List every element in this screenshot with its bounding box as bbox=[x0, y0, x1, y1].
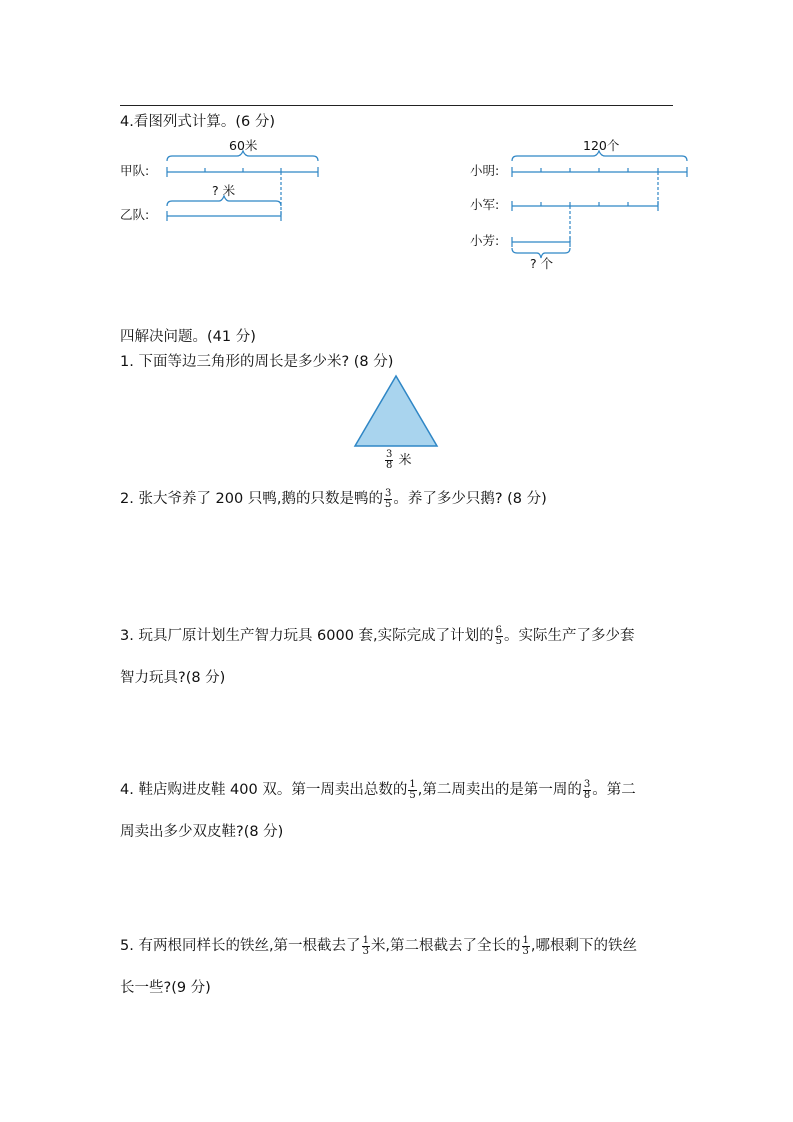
jiadui-label: 甲队: bbox=[120, 163, 150, 178]
left-total-label: 60米 bbox=[229, 138, 258, 153]
xiaofang-label: 小芳: bbox=[470, 233, 500, 248]
q5-text-line2: 长一些?(9 分) bbox=[120, 980, 211, 996]
q1-side-label: $\frac{3}{8}$ 米 bbox=[386, 449, 412, 471]
equilateral-triangle bbox=[355, 376, 437, 446]
q5-text: 5. 有两根同样长的铁丝,第一根截去了 $\frac{1}{3}$ 米,第二根截去了全长的 $\frac{1}{3}$ ,哪根剩下的铁丝 bbox=[120, 935, 638, 957]
xiaojun-label: 小军: bbox=[470, 197, 500, 212]
right-unknown-label: ? 个 bbox=[530, 256, 554, 271]
q1-text: 1. 下面等边三角形的周长是多少米? (8 分) bbox=[120, 354, 394, 370]
q3-text: 3. 玩具厂原计划生产智力玩具 6000 套,实际完成了计划的 $\frac{6}{5}$ 。实际生产了多少套 bbox=[120, 625, 635, 647]
q4-text-line2: 周卖出多少双皮鞋?(8 分) bbox=[120, 824, 284, 840]
q4-text: 4. 鞋店购进皮鞋 400 双。第一周卖出总数的 $\frac{1}{5}$ ,第二周卖出的是第一周的 $\frac{3}{8}$ 。第二 bbox=[120, 779, 636, 801]
part4-heading: 四解决问题。(41 分) bbox=[120, 329, 256, 345]
xiaoming-label: 小明: bbox=[470, 163, 500, 178]
right-total-label: 120个 bbox=[583, 138, 620, 153]
section4-title: 4.看图列式计算。(6 分) bbox=[120, 114, 275, 130]
left-unknown-label: ? 米 bbox=[212, 183, 236, 198]
q2-text: 2. 张大爷养了 200 只鸭,鹅的只数是鸭的 $\frac{3}{5}$ 。养了多少只鹅? (8 分) bbox=[120, 488, 547, 510]
q3-text-line2: 智力玩具?(8 分) bbox=[120, 670, 226, 686]
yidui-label: 乙队: bbox=[120, 207, 150, 222]
